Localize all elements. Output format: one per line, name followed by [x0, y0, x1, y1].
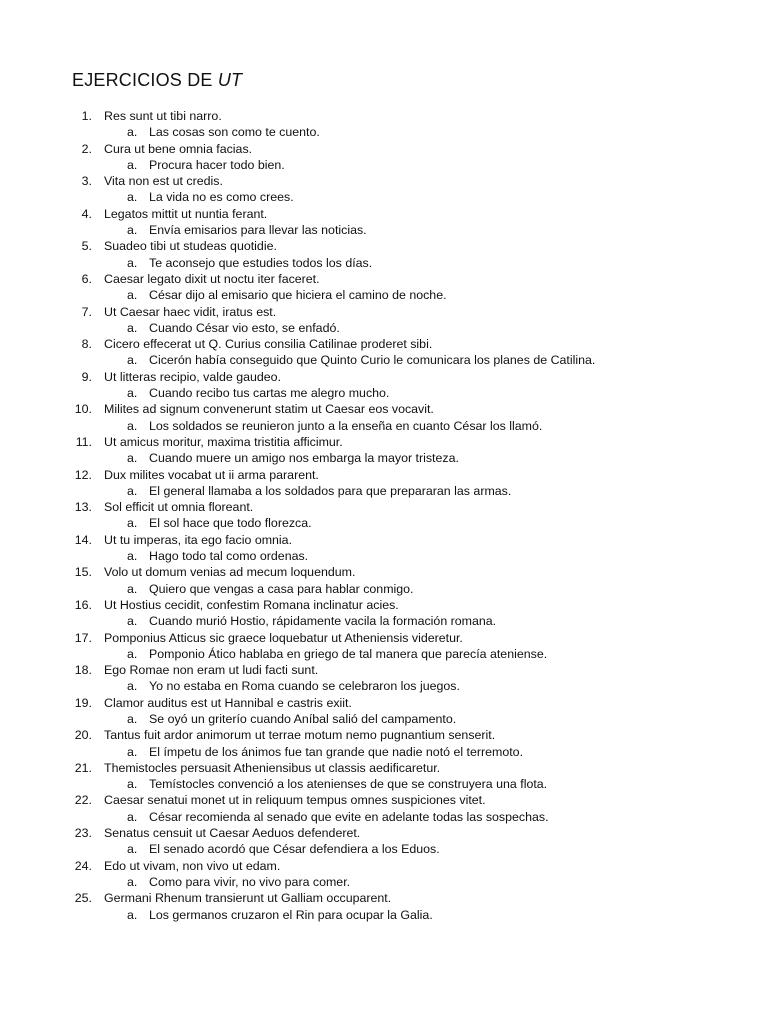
exercise-item: [0, 304, 768, 337]
exercise-number: 7.: [81, 304, 92, 319]
sub-item-marker: a.: [127, 614, 138, 629]
exercise-number: 13.: [74, 500, 92, 515]
latin-sentence: Ut amicus moritur, maxima tristitia afficimur.: [104, 434, 343, 449]
spanish-translation: Pomponio Ático hablaba en griego de tal manera que parecía ateniense.: [149, 646, 548, 661]
spanish-translation: César recomienda al senado que evite en adelante todas las sospechas.: [149, 809, 549, 824]
sub-item-marker: a.: [127, 190, 138, 205]
exercise-item: [0, 630, 768, 663]
latin-sentence: Ut litteras recipio, valde gaudeo.: [104, 369, 282, 384]
spanish-translation: Cicerón había conseguido que Quinto Curio le comunicara los planes de Catilina.: [149, 353, 596, 368]
spanish-translation: Cuando murió Hostio, rápidamente vacila la formación romana.: [149, 614, 497, 629]
sub-item-marker: a.: [127, 353, 138, 368]
sub-item-marker: a.: [127, 418, 138, 433]
spanish-translation: Cuando César vio esto, se enfadó.: [149, 320, 340, 335]
sub-item-marker: a.: [127, 777, 138, 792]
latin-sentence: Dux milites vocabat ut ii arma pararent.: [104, 467, 319, 482]
exercise-number: 1.: [81, 109, 92, 123]
latin-sentence: Cura ut bene omnia facias.: [104, 141, 253, 156]
sub-item-marker: a.: [127, 711, 138, 726]
spanish-translation: Hago todo tal como ordenas.: [149, 549, 309, 564]
exercise-item: [0, 597, 768, 630]
exercise-number: 2.: [81, 141, 92, 156]
spanish-translation: El sol hace que todo florezca.: [149, 516, 312, 531]
page-title: [72, 70, 242, 91]
sub-item-marker: a.: [127, 646, 138, 661]
exercise-item: [0, 499, 768, 532]
latin-sentence: Legatos mittit ut nuntia ferant.: [104, 206, 268, 221]
latin-sentence: Vita non est ut credis.: [104, 174, 223, 189]
sub-item-marker: a.: [127, 907, 138, 922]
exercise-item: [0, 532, 768, 565]
latin-sentence: Milites ad signum convenerunt statim ut Caesar eos vocavit.: [104, 402, 434, 417]
exercise-list: [0, 108, 768, 923]
latin-sentence: Volo ut domum venias ad mecum loquendum.: [104, 565, 356, 580]
spanish-translation: Las cosas son como te cuento.: [149, 125, 320, 140]
latin-sentence: Suadeo tibi ut studeas quotidie.: [104, 239, 277, 254]
sub-item-marker: a.: [127, 223, 138, 238]
latin-sentence: Ut Caesar haec vidit, iratus est.: [104, 304, 277, 319]
latin-sentence: Senatus censuit ut Caesar Aeduos defenderet.: [104, 826, 361, 841]
latin-sentence: Ut tu imperas, ita ego facio omnia.: [104, 532, 293, 547]
sub-item-marker: a.: [127, 842, 138, 857]
exercise-item: [0, 727, 768, 760]
exercise-number: 5.: [81, 239, 92, 254]
latin-sentence: Edo ut vivam, non vivo ut edam.: [104, 858, 281, 873]
exercise-number: 21.: [74, 760, 92, 775]
sub-item-marker: a.: [127, 874, 138, 889]
exercise-number: 6.: [81, 271, 92, 286]
sub-item-marker: a.: [127, 255, 138, 270]
sub-item-marker: a.: [127, 386, 138, 401]
latin-sentence: Ego Romae non eram ut ludi facti sunt.: [104, 663, 319, 678]
sub-item-marker: a.: [127, 288, 138, 303]
spanish-translation: Cuando muere un amigo nos embarga la mayor tristeza.: [149, 451, 459, 466]
latin-sentence: Clamor auditus est ut Hannibal e castris exiit.: [104, 695, 352, 710]
spanish-translation: Te aconsejo que estudies todos los días.: [149, 255, 373, 270]
exercise-item: [0, 662, 768, 695]
title-prefix: EJERCICIOS DE: [72, 70, 218, 90]
exercise-number: 18.: [74, 663, 92, 678]
exercise-item: [0, 173, 768, 206]
exercise-number: 11.: [75, 434, 92, 449]
sub-item-marker: a.: [127, 549, 138, 564]
spanish-translation: La vida no es como crees.: [149, 190, 294, 205]
exercise-number: 25.: [74, 891, 92, 906]
spanish-translation: César dijo al emisario que hiciera el camino de noche.: [149, 288, 447, 303]
sub-item-marker: a.: [127, 483, 138, 498]
exercise-item: [0, 825, 768, 858]
latin-sentence: Germani Rhenum transierunt ut Galliam occuparent.: [104, 891, 392, 906]
latin-sentence: Sol efficit ut omnia floreant.: [104, 500, 254, 515]
spanish-translation: Envía emisarios para llevar las noticias.: [149, 223, 367, 238]
exercise-item: [0, 336, 768, 369]
exercise-number: 14.: [74, 532, 92, 547]
spanish-translation: Cuando recibo tus cartas me alegro mucho.: [149, 386, 390, 401]
exercise-item: [0, 401, 768, 434]
sub-item-marker: a.: [127, 157, 138, 172]
spanish-translation: Los germanos cruzaron el Rin para ocupar la Galia.: [149, 907, 433, 922]
exercise-item: [0, 890, 768, 923]
latin-sentence: Themistocles persuasit Atheniensibus ut classis aedificaretur.: [104, 760, 441, 775]
exercise-item: [0, 564, 768, 597]
title-emphasis: UT: [217, 70, 243, 90]
spanish-translation: Los soldados se reunieron junto a la enseña en cuanto César los llamó.: [149, 418, 543, 433]
exercise-item: [0, 271, 768, 304]
exercise-item: [0, 858, 768, 891]
exercise-item: [0, 792, 768, 825]
spanish-translation: Temístocles convenció a los atenienses de que se construyera una flota.: [149, 777, 548, 792]
exercise-item: [0, 760, 768, 793]
exercise-number: 20.: [74, 728, 92, 743]
exercise-number: 9.: [81, 369, 92, 384]
exercise-item: [0, 695, 768, 728]
exercise-item: [0, 108, 768, 141]
spanish-translation: El general llamaba a los soldados para que prepararan las armas.: [149, 483, 512, 498]
sub-item-marker: a.: [127, 679, 138, 694]
exercise-number: 3.: [81, 174, 92, 189]
exercise-number: 10.: [74, 402, 92, 417]
spanish-translation: Como para vivir, no vivo para comer.: [149, 874, 351, 889]
spanish-translation: Se oyó un griterío cuando Aníbal salió del campamento.: [149, 711, 457, 726]
sub-item-marker: a.: [127, 516, 138, 531]
exercise-number: 12.: [74, 467, 92, 482]
exercise-number: 8.: [81, 337, 92, 352]
spanish-translation: El ímpetu de los ánimos fue tan grande que nadie notó el terremoto.: [149, 744, 524, 759]
exercise-number: 19.: [74, 695, 92, 710]
exercise-item: [0, 141, 768, 174]
exercise-item: [0, 434, 768, 467]
spanish-translation: Procura hacer todo bien.: [149, 157, 285, 172]
spanish-translation: Quiero que vengas a casa para hablar conmigo.: [149, 581, 414, 596]
latin-sentence: Res sunt ut tibi narro.: [104, 109, 222, 123]
sub-item-marker: a.: [127, 744, 138, 759]
sub-item-marker: a.: [127, 125, 138, 140]
latin-sentence: Ut Hostius cecidit, confestim Romana inclinatur acies.: [104, 597, 399, 612]
exercise-item: [0, 238, 768, 271]
exercise-number: 22.: [74, 793, 92, 808]
latin-sentence: Pomponius Atticus sic graece loquebatur ut Atheniensis videretur.: [104, 630, 463, 645]
exercise-item: [0, 467, 768, 500]
latin-sentence: Caesar legato dixit ut noctu iter faceret.: [104, 271, 320, 286]
exercise-number: 15.: [74, 565, 92, 580]
exercise-number: 16.: [74, 597, 92, 612]
sub-item-marker: a.: [127, 451, 138, 466]
sub-item-marker: a.: [127, 809, 138, 824]
spanish-translation: Yo no estaba en Roma cuando se celebraron los juegos.: [149, 679, 460, 694]
exercise-number: 4.: [81, 206, 92, 221]
exercise-item: [0, 369, 768, 402]
exercise-number: 17.: [74, 630, 92, 645]
exercise-number: 23.: [74, 826, 92, 841]
latin-sentence: Caesar senatui monet ut in reliquum tempus omnes suspiciones vitet.: [104, 793, 486, 808]
sub-item-marker: a.: [127, 581, 138, 596]
exercise-item: [0, 206, 768, 239]
latin-sentence: Tantus fuit ardor animorum ut terrae motum nemo pugnantium senserit.: [104, 728, 496, 743]
sub-item-marker: a.: [127, 320, 138, 335]
exercise-number: 24.: [74, 858, 92, 873]
latin-sentence: Cicero effecerat ut Q. Curius consilia Catilinae proderet sibi.: [104, 337, 433, 352]
spanish-translation: El senado acordó que César defendiera a los Eduos.: [149, 842, 440, 857]
